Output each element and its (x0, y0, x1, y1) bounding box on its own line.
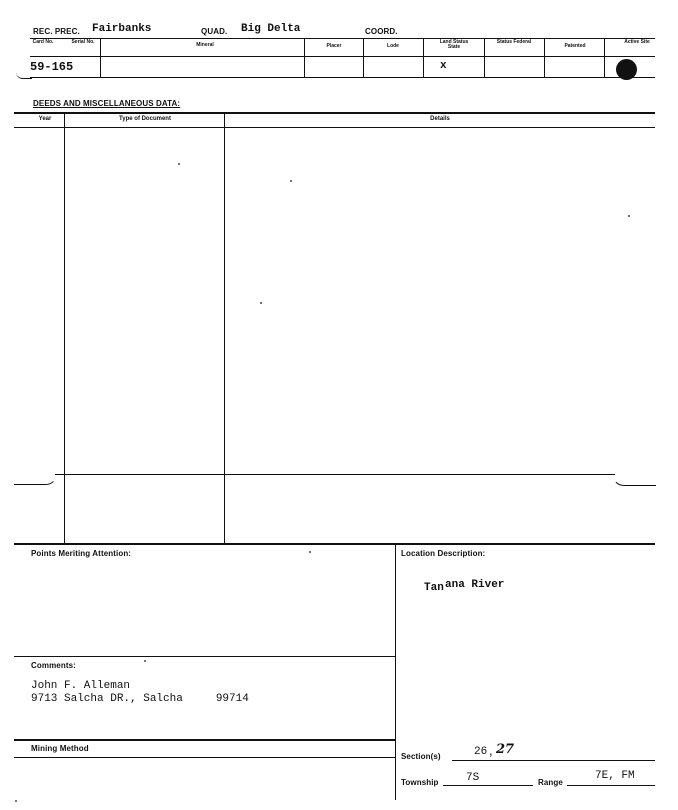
section-label: Section(s) (401, 752, 441, 761)
deeds-col-divider (64, 112, 65, 543)
range-value: 7E, FM (595, 770, 635, 782)
range-label: Range (538, 778, 563, 787)
scan-speck (260, 302, 262, 304)
location-value-part2: ana River (445, 579, 505, 591)
header-top-rule (30, 38, 655, 39)
quad-label: QUAD. (201, 27, 228, 36)
land-status-value: x (440, 60, 447, 72)
scan-speck (309, 551, 311, 553)
mining-rule (14, 757, 395, 758)
col-placer: Placer (326, 43, 342, 49)
quad-value: Big Delta (241, 23, 301, 35)
section-value-handwritten: 27 (496, 742, 515, 757)
section-underline (452, 760, 655, 761)
col-divider (100, 38, 101, 77)
location-label: Location Description: (401, 549, 486, 558)
header-bottom-rule (30, 77, 655, 78)
points-label: Points Meriting Attention: (31, 549, 132, 558)
deeds-top-rule (14, 112, 655, 114)
col-lode: Lode (387, 43, 399, 49)
lower-top-rule (14, 543, 655, 545)
col-status-federal: Status Federal (496, 39, 532, 45)
comments-label: Comments: (31, 661, 76, 670)
header-mid-rule (30, 56, 655, 57)
fold-line (55, 474, 615, 475)
col-card-no: Card No. (32, 39, 54, 45)
col-active-site: Active Site (624, 39, 650, 45)
deeds-title: DEEDS AND MISCELLANEOUS DATA: (33, 99, 181, 108)
col-details: Details (430, 116, 450, 122)
col-divider (484, 38, 485, 77)
range-underline (567, 785, 655, 786)
rec-prec-value: Fairbanks (92, 23, 152, 35)
mining-top-rule (14, 739, 395, 741)
col-land-status-state: Land Status State (439, 39, 469, 50)
scan-speck (15, 800, 17, 802)
col-divider (544, 38, 545, 77)
township-underline (443, 785, 533, 786)
col-year: Year (38, 116, 52, 122)
fold-curl-left (14, 474, 57, 485)
lower-col-divider (395, 543, 396, 800)
coord-label: COORD. (365, 27, 398, 36)
scan-speck (290, 180, 292, 182)
col-type-of-document: Type of Document (119, 116, 171, 122)
scan-speck (628, 215, 630, 217)
location-value-part1: Tan (424, 582, 444, 594)
col-mineral: Mineral (196, 42, 214, 48)
township-label: Township (401, 778, 439, 787)
comments-line-2: 9713 Salcha DR., Salcha 99714 (31, 693, 249, 705)
township-value: 7S (466, 772, 480, 784)
comments-rule (14, 656, 395, 657)
card-no-value: 59-165 (30, 60, 74, 74)
scan-speck (144, 660, 146, 662)
scan-speck (178, 163, 180, 165)
deeds-col-divider (224, 112, 225, 543)
rec-prec-label: REC. PREC. (33, 27, 80, 36)
col-divider (363, 38, 364, 77)
fold-curl-right (612, 474, 656, 486)
col-divider (423, 38, 424, 77)
comments-line-1: John F. Alleman (31, 680, 131, 692)
col-serial-no: Serial No. (71, 39, 95, 45)
deeds-header-rule (14, 127, 655, 128)
section-value: 26 (474, 746, 488, 758)
col-patented: Patented (564, 43, 586, 49)
col-divider (604, 38, 605, 77)
col-divider (304, 38, 305, 77)
mining-method-label: Mining Method (31, 744, 89, 753)
active-site-dot (616, 59, 637, 80)
